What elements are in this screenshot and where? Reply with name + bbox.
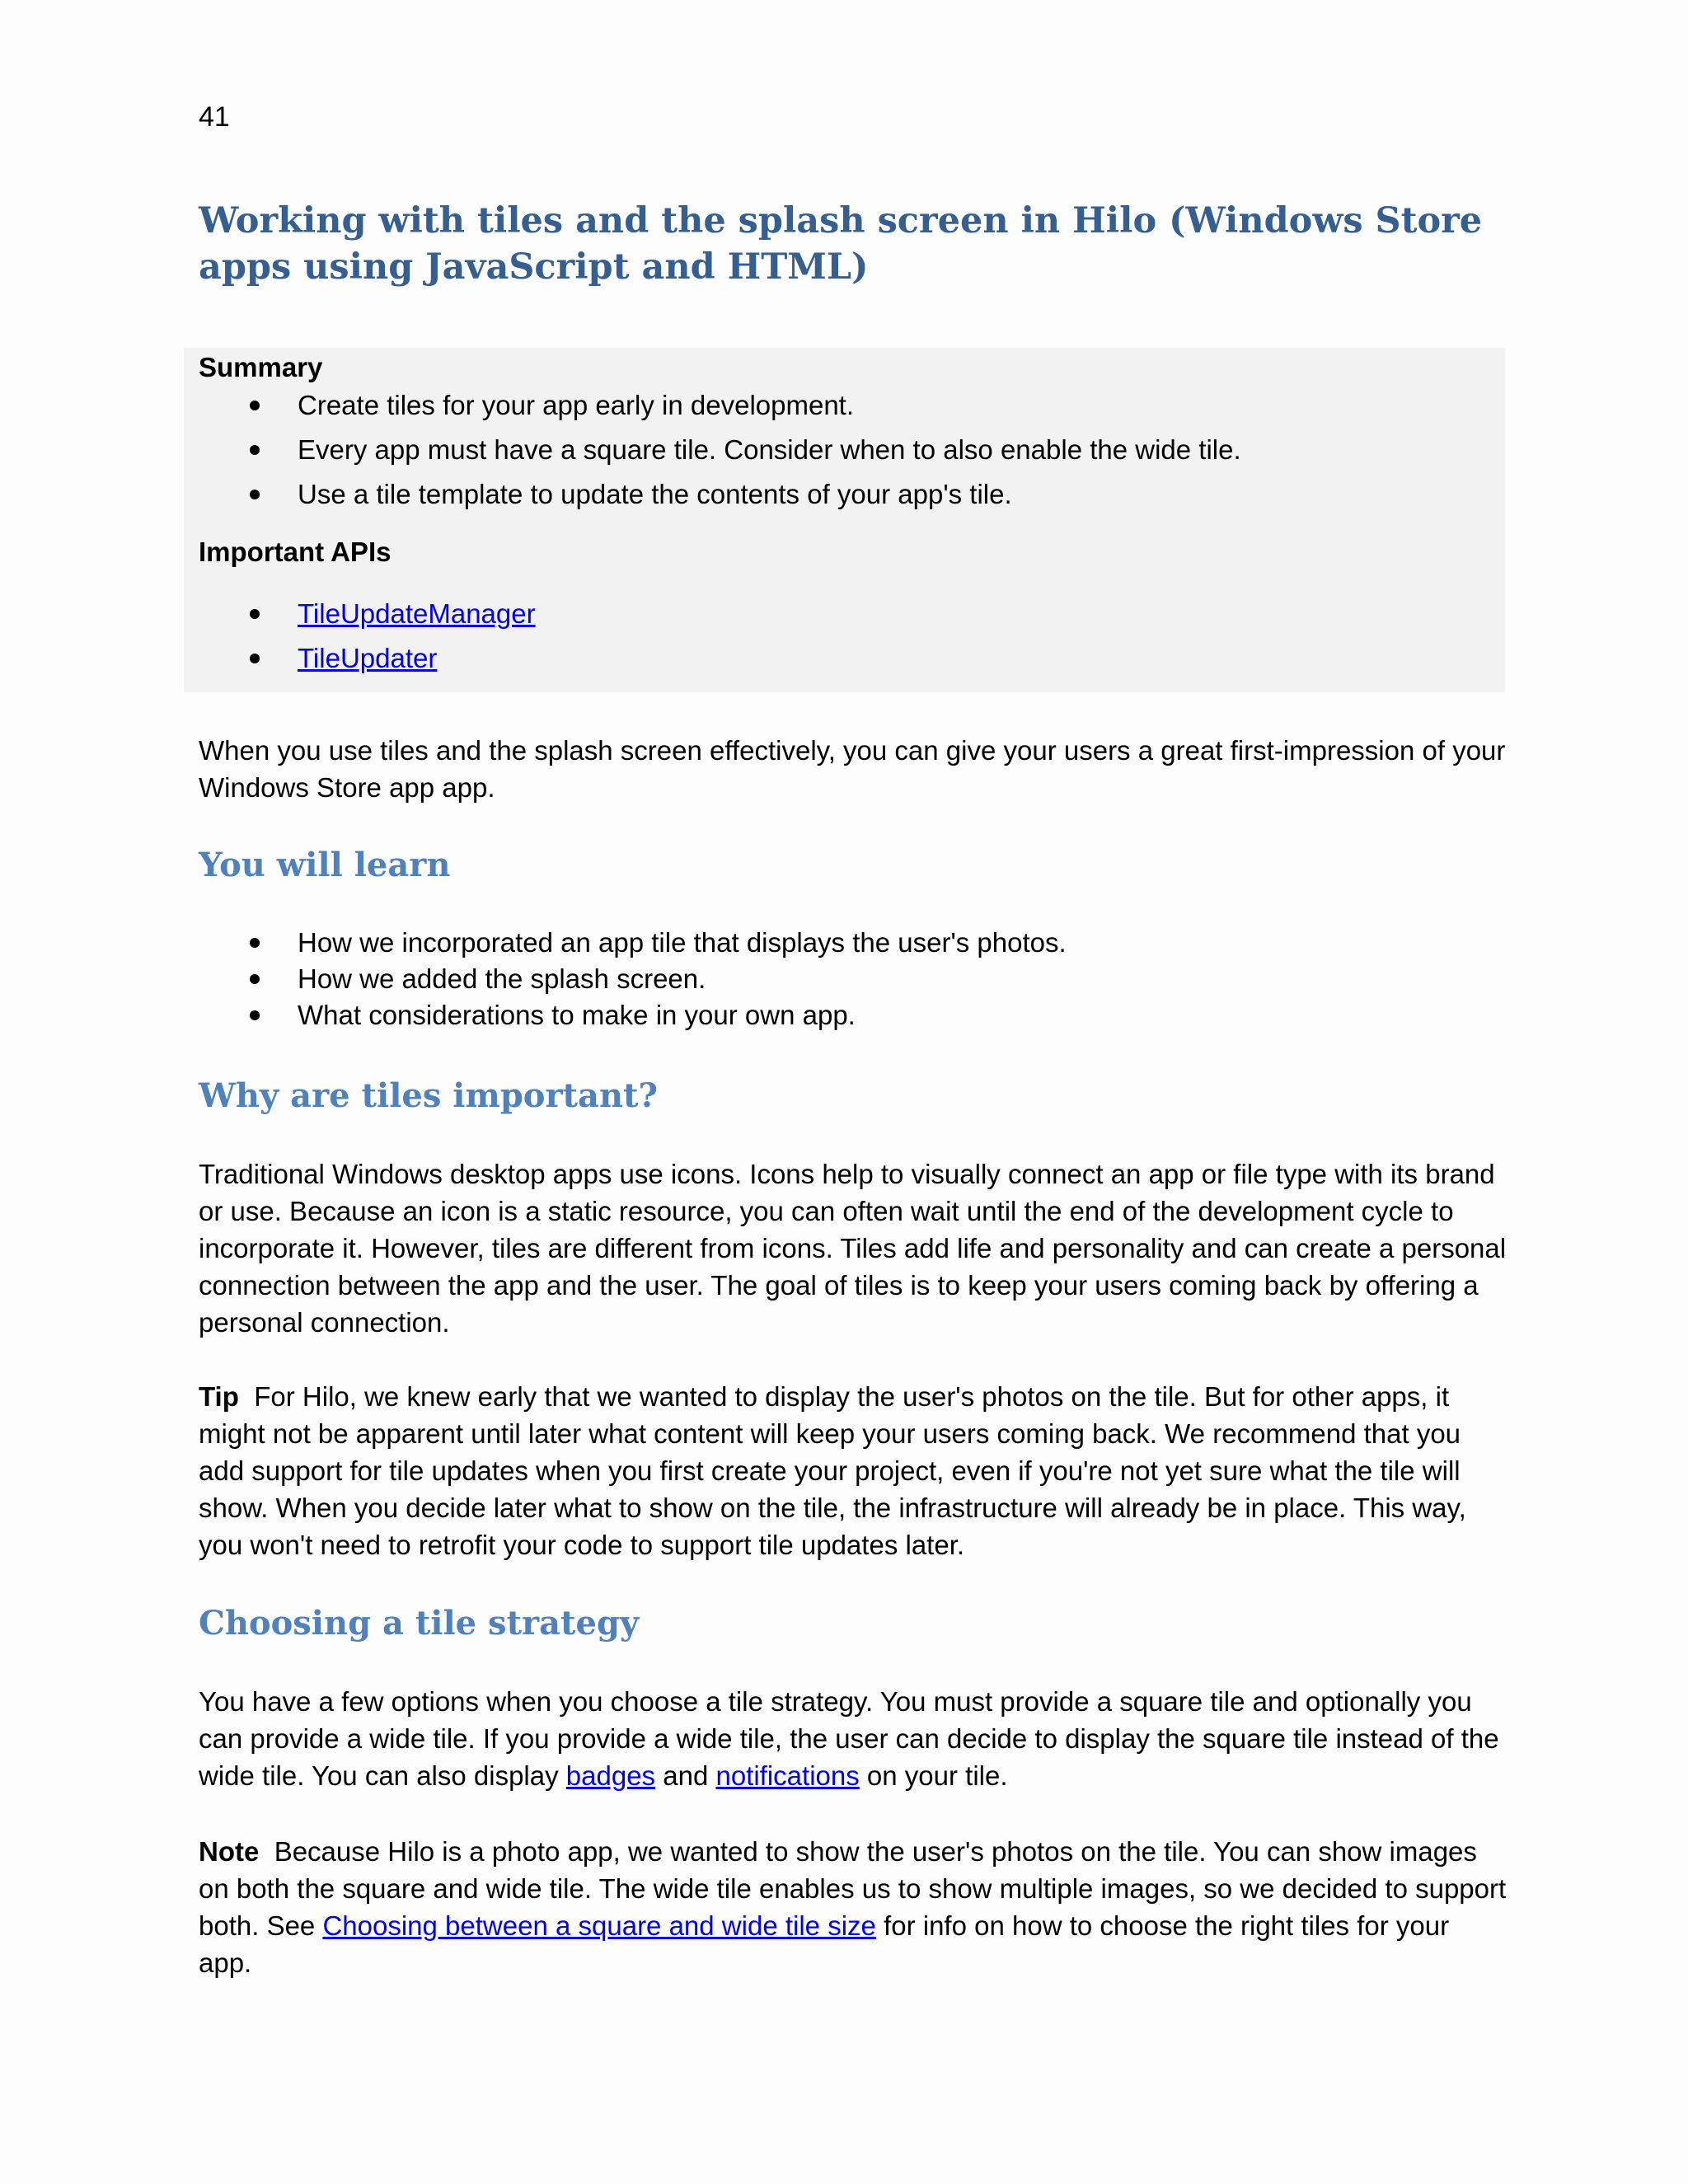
tile-strategy-heading: Choosing a tile strategy bbox=[199, 1604, 640, 1643]
note-paragraph: Note Because Hilo is a photo app, we wanted to show the user's photos on the tile. You can show images on both the square and wide tile. The wide tile enables us to show multiple images, so we decided to support both. See Choosing between a square and wide tile size for info on how to choose the right tiles for your app. bbox=[199, 1836, 1507, 1978]
tip-label: Tip bbox=[199, 1381, 239, 1412]
bullet-icon bbox=[250, 938, 260, 948]
page-title: Working with tiles and the splash screen in Hilo (Windows Store apps using JavaScript and HTML) bbox=[199, 200, 1483, 288]
square-wide-tile-size-link[interactable]: Choosing between a square and wide tile size bbox=[322, 1910, 876, 1941]
why-tiles-paragraph: Traditional Windows desktop apps use icons. Icons help to visually connect an app or file type with its brand or use. Because an icon is a static resource, you can often wait until the end of the development cycle to incorporate it. However, tiles are different from icons. Tiles add life and personality and can create a personal connection between the app and the user. The goal of tiles is to keep your users coming back by offering a personal connection. bbox=[199, 1159, 1507, 1338]
summary-list bbox=[199, 383, 1241, 517]
page-number: 41 bbox=[199, 101, 230, 133]
badges-link[interactable]: badges bbox=[565, 1760, 656, 1791]
tip-text: For Hilo, we knew early that we wanted to display the user's photos on the tile. But for other apps, it might not be apparent until later what content will keep your users coming back. We recommend that you add support for tile updates when you first create your project, even if you're not yet sure what the tile will show. When you decide later what to show on the tile, the infrastructure will already be in place. This way, you won't need to retrofit your code to support tile updates later. bbox=[199, 1381, 1466, 1560]
bullet-icon bbox=[250, 609, 260, 619]
list-item: What considerations to make in your own app. bbox=[199, 997, 1067, 1033]
notifications-link[interactable]: notifications bbox=[715, 1760, 860, 1791]
intro-paragraph: When you use tiles and the splash screen effectively, you can give your users a great first-impression of your Windows Store app app. bbox=[199, 735, 1506, 803]
bullet-icon bbox=[250, 401, 260, 410]
api-list bbox=[199, 592, 536, 681]
list-item: Create tiles for your app early in development. bbox=[199, 383, 1241, 428]
list-item: How we incorporated an app tile that displays the user's photos. bbox=[199, 925, 1067, 961]
bullet-icon bbox=[250, 654, 260, 663]
list-item: Use a tile template to update the contents of your app's tile. bbox=[199, 472, 1241, 517]
tile-strategy-paragraph: You have a few options when you choose a tile strategy. You must provide a square tile and optionally you can provide a wide tile. If you provide a wide tile, the user can decide to display the square tile instead of the wide tile. You can also display badges and notifications on your tile. bbox=[199, 1686, 1499, 1791]
list-item: Every app must have a square tile. Consider when to also enable the wide tile. bbox=[199, 428, 1241, 472]
why-tiles-heading: Why are tiles important? bbox=[199, 1076, 658, 1115]
tip-paragraph bbox=[199, 1378, 1509, 1563]
bullet-icon bbox=[250, 1010, 260, 1020]
list-item bbox=[199, 636, 536, 681]
summary-heading: Summary bbox=[199, 352, 323, 382]
important-apis-heading: Important APIs bbox=[199, 537, 392, 567]
tileupdatemanager-link[interactable]: TileUpdateManager bbox=[298, 598, 536, 629]
bullet-icon bbox=[250, 974, 260, 984]
bullet-icon bbox=[250, 490, 260, 499]
list-item bbox=[199, 592, 536, 636]
tileupdater-link[interactable]: TileUpdater bbox=[298, 643, 438, 673]
you-will-learn-heading: You will learn bbox=[199, 846, 451, 884]
bullet-icon bbox=[250, 445, 260, 455]
learn-list bbox=[199, 925, 1067, 1033]
list-item: How we added the splash screen. bbox=[199, 961, 1067, 997]
note-label: Note bbox=[199, 1836, 260, 1867]
